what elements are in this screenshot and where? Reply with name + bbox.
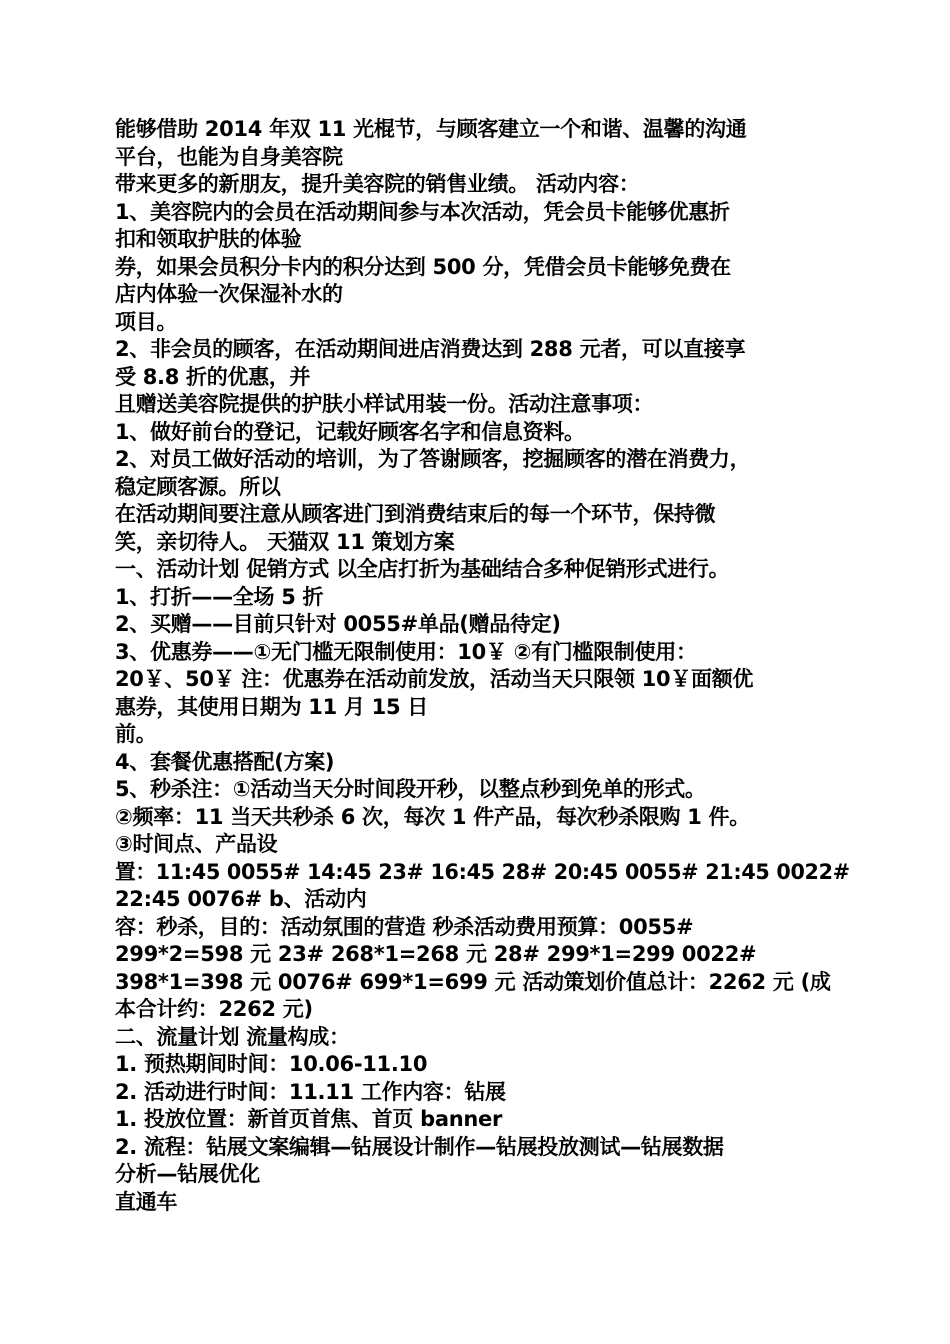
text-line: 5、秒杀注：①活动当天分时间段开秒，以整点秒到免单的形式。 [115, 777, 706, 801]
text-line: 带来更多的新朋友，提升美容院的销售业绩。 活动内容： [115, 172, 640, 196]
text-line: 398*1=398 元 0076# 699*1=699 元 活动策划价值总计：2262 元 (成 [115, 969, 831, 994]
text-line: 前。 [115, 722, 157, 746]
text-line: 3、优惠券——①无门槛无限制使用：10￥ ②有门槛限制使用： [115, 639, 697, 664]
text-line: 店内体验一次保湿补水的 [115, 282, 343, 306]
text-line: ③时间点、产品设 [115, 832, 278, 856]
text-line: 2、对员工做好活动的培训，为了答谢顾客，挖掘顾客的潜在消费力， [115, 447, 751, 471]
text-line: 在活动期间要注意从顾客进门到消费结束后的每一个环节，保持微 [115, 502, 716, 526]
text-line: 1、打折——全场 5 折 [115, 584, 324, 609]
text-line: 且赠送美容院提供的护肤小样试用装一份。活动注意事项： [115, 392, 654, 416]
text-line: 容：秒杀，目的：活动氛围的营造 秒杀活动费用预算：0055# [115, 914, 694, 939]
text-line: 22:45 0076# b、活动内 [115, 887, 367, 911]
text-line: 2、非会员的顾客，在活动期间进店消费达到 288 元者，可以直接享 [115, 337, 746, 361]
text-line: 1. 预热期间时间：10.06-11.10 [115, 1052, 428, 1076]
text-line: 项目。 [115, 309, 178, 334]
text-line: 299*2=598 元 23# 268*1=268 元 28# 299*1=299 0022# [115, 942, 757, 966]
text-line: 本合计约：2262 元) [115, 997, 313, 1021]
text-line: 1、美容院内的会员在活动期间参与本次活动，凭会员卡能够优惠折 [115, 199, 730, 224]
text-line: 分析—钻展优化 [115, 1162, 260, 1186]
text-line: 笑，亲切待人。 天猫双 11 策划方案 [115, 529, 455, 554]
text-line: 1. 投放位置：新首页首焦、首页 banner [115, 1107, 503, 1131]
text-line: 能够借助 2014 年双 11 光棍节，与顾客建立一个和谐、温馨的沟通 [115, 117, 747, 141]
text-line: ②频率：11 当天共秒杀 6 次，每次 1 件产品，每次秒杀限购 1 件。 [115, 804, 750, 829]
text-line: 一、活动计划 促销方式 以全店打折为基础结合多种促销形式进行。 [115, 557, 730, 581]
text-line: 二、流量计划 流量构成： [115, 1024, 350, 1049]
text-line: 券，如果会员积分卡内的积分达到 500 分，凭借会员卡能够免费在 [115, 254, 731, 279]
text-line: 平台，也能为自身美容院 [115, 144, 343, 169]
text-line: 受 8.8 折的优惠，并 [115, 364, 311, 389]
text-line: 4、套餐优惠搭配(方案) [115, 749, 335, 774]
text-line: 2. 流程：钻展文案编辑—钻展设计制作—钻展投放测试—钻展数据 [115, 1134, 724, 1159]
text-line: 20￥、50￥ 注：优惠券在活动前发放，活动当天只限领 10￥面额优 [115, 667, 754, 691]
text-line: 2. 活动进行时间：11.11 工作内容：钻展 [115, 1079, 506, 1104]
text-line: 惠券，其使用日期为 11 月 15 日 [115, 694, 428, 719]
document-body [115, 116, 850, 1216]
text-line: 稳定顾客源。所以 [115, 474, 281, 499]
text-line: 1、做好前台的登记，记载好顾客名字和信息资料。 [115, 419, 585, 444]
text-line: 扣和领取护肤的体验 [115, 227, 302, 251]
text-line: 直通车 [115, 1189, 178, 1214]
text-line: 置：11:45 0055# 14:45 23# 16:45 28# 20:45 0055# 21:45 0022# [115, 859, 850, 884]
text-line: 2、买赠——目前只针对 0055#单品(赠品待定) [115, 612, 561, 636]
